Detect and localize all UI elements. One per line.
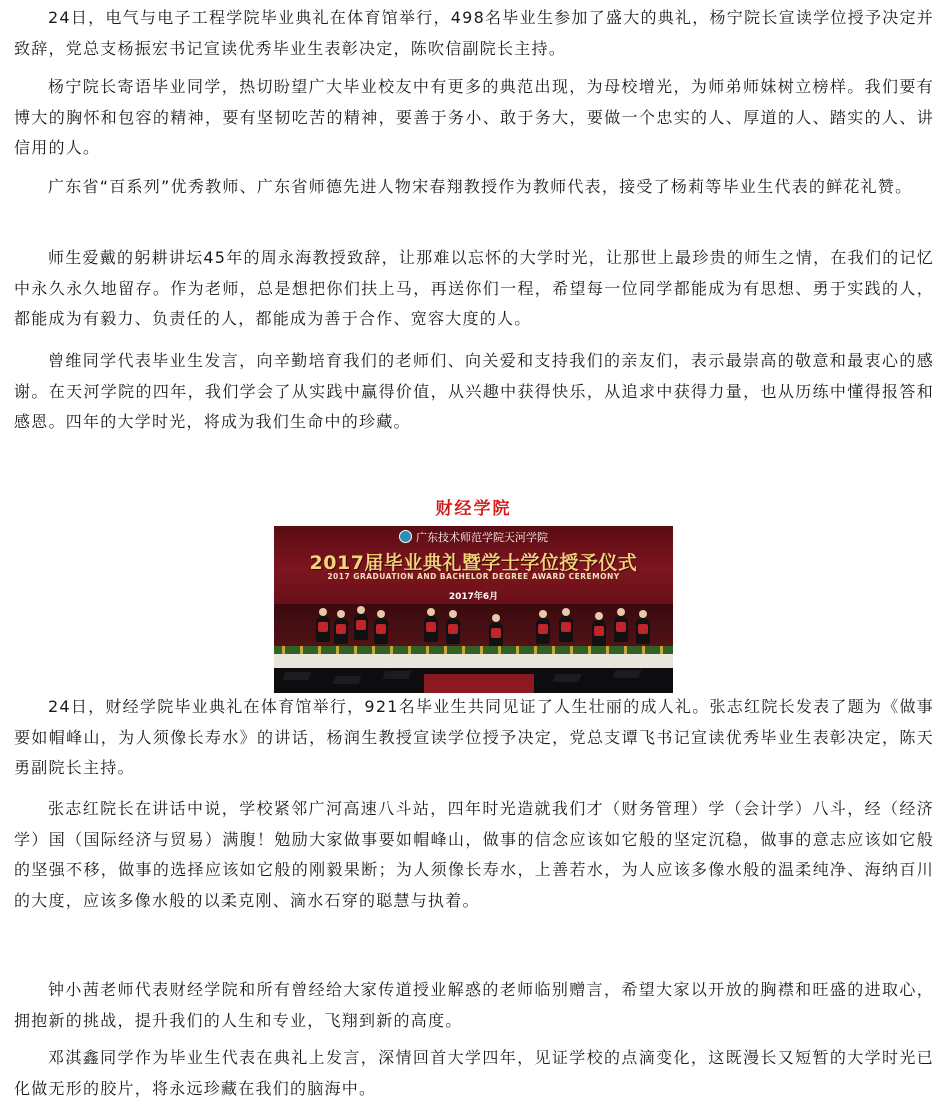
- section-title: 财经学院: [435, 499, 512, 519]
- graduate-figure: [614, 616, 628, 642]
- graduate-figure: [334, 618, 348, 644]
- banner-title: 2017届毕业典礼暨学士学位授予仪式: [309, 552, 638, 574]
- paragraph-dean-message: 杨宁院长寄语毕业同学，热切盼望广大毕业校友中有更多的典范出现，为母校增光，为师弟师妹树立榜样。我们要有博大的胸怀和包容的精神，要有坚韧吃苦的精神，要善于务小、敢于务大，要做一个忠实的人、厚道的人、踏实的人、讲信用的人。: [14, 77, 934, 157]
- banner-english-title: 2017 GRADUATION AND BACHELOR DEGREE AWARD CEREMONY: [327, 572, 620, 581]
- graduate-figure: [374, 618, 388, 644]
- banner-school-line: [274, 529, 673, 545]
- paragraph-dean-zhang-speech: 张志红院长在讲话中说，学校紧邻广河高速八斗站，四年时光造就我们才（财务管理）学（会计学）八斗，经（经济学）国（国际经济与贸易）满腹！勉励大家做事要如帽峰山，做事的信念应该如它般的坚定沉稳，做事的意志应该如它般的坚强不移，做事的选择应该如它般的刚毅果断；为人须像长寿水，上善若水，为人应该多像水般的温柔纯净、海纳百川的大度，应该多像水般的以柔克刚、滴水石穿的聪慧与执着。: [14, 799, 934, 910]
- mortarboard-cap: [283, 672, 312, 680]
- paragraph-finance-ceremony: 24日，财经学院毕业典礼在体育馆举行，921名毕业生共同见证了人生壮丽的成人礼。张志红院长发表了题为《做事要如帽峰山，为人须像长寿水》的讲话，杨润生教授宣读学位授予决定，党总支谭飞书记宣读优秀毕业生表彰决定，陈天勇副院长主持。: [14, 697, 934, 777]
- screen-display: [424, 674, 534, 693]
- graduate-figure: [489, 622, 503, 648]
- graduate-figure: [592, 620, 606, 646]
- graduate-figure: [354, 614, 368, 640]
- ceremony-banner: [274, 526, 673, 604]
- mortarboard-cap: [383, 671, 412, 679]
- mortarboard-cap: [553, 674, 582, 682]
- stage-table: [274, 654, 673, 668]
- banner-date: 2017年6月: [448, 592, 499, 602]
- graduate-figure: [536, 618, 550, 644]
- mortarboard-cap: [333, 676, 362, 684]
- ceremony-photo: [274, 526, 673, 693]
- graduate-figure: [446, 618, 460, 644]
- banner-school-name: 广东技术师范学院天河学院: [416, 531, 548, 544]
- graduate-figure: [424, 616, 438, 642]
- graduate-figure: [559, 616, 573, 642]
- paragraph-teacher-representative: 广东省“百系列”优秀教师、广东省师德先进人物宋春翔教授作为教师代表，接受了杨莉等毕业生代表的鲜花礼赞。: [48, 177, 913, 196]
- graduate-figure: [316, 616, 330, 642]
- paragraph-teacher-farewell: 钟小茜老师代表财经学院和所有曾经给大家传道授业解惑的老师临别赠言，希望大家以开放的胸襟和旺盛的进取心，拥抱新的挑战，提升我们的人生和专业，飞翔到新的高度。: [14, 980, 934, 1030]
- paragraph-electrical-ceremony: 24日，电气与电子工程学院毕业典礼在体育馆举行，498名毕业生参加了盛大的典礼，杨宁院长宣读学位授予决定并致辞，党总支杨振宏书记宣读优秀毕业生表彰决定，陈吹信副院长主持。: [14, 8, 934, 58]
- paragraph-student-speech: 曾维同学代表毕业生发言，向辛勤培育我们的老师们、向关爱和支持我们的亲友们，表示最崇高的敬意和最衷心的感谢。在天河学院的四年，我们学会了从实践中赢得价值，从兴趣中获得快乐，从追求中获得力量，也从历练中懂得报答和感恩。四年的大学时光，将成为我们生命中的珍藏。: [14, 351, 934, 431]
- graduate-figure: [636, 618, 650, 644]
- paragraph-graduate-representative: 邓淇鑫同学作为毕业生代表在典礼上发言，深情回首大学四年，见证学校的点滴变化，这既漫长又短暂的大学时光已化做无形的胶片，将永远珍藏在我们的脑海中。: [14, 1048, 934, 1098]
- school-logo-icon: [399, 530, 412, 543]
- mortarboard-cap: [613, 670, 642, 678]
- paragraph-professor-speech: 师生爱戴的躬耕讲坛45年的周永海教授致辞，让那难以忘怀的大学时光，让那世上最珍贵的师生之情，在我们的记忆中永久永久地留存。作为老师，总是想把你们扶上马，再送你们一程，希望每一位同学都能成为有思想、勇于实践的人，都能成为有毅力、负责任的人，都能成为善于合作、宽容大度的人。: [14, 248, 934, 328]
